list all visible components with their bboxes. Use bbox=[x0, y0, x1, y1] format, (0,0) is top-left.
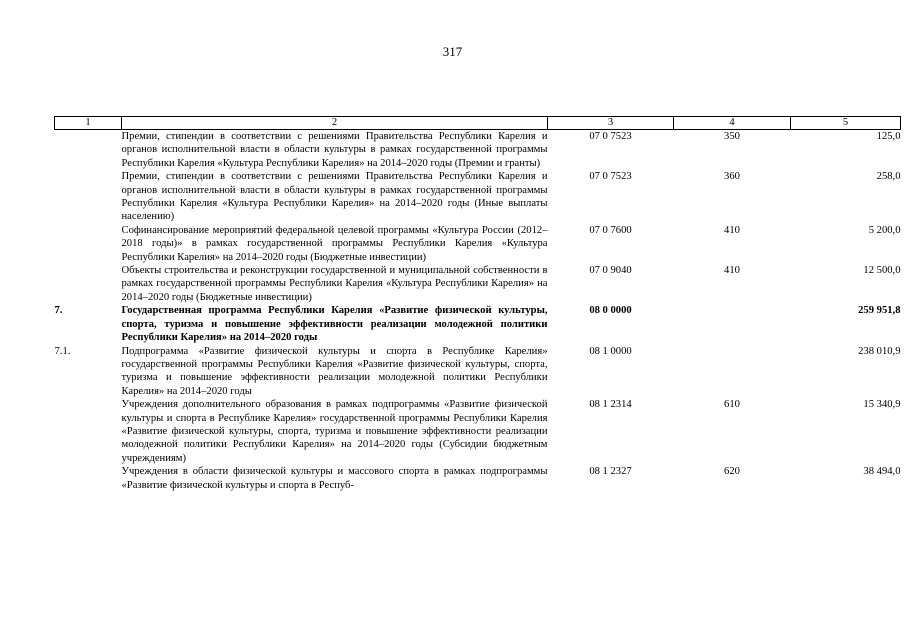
row-code: 08 0 0000 bbox=[589, 305, 632, 317]
column-header-5: 5 bbox=[791, 117, 901, 130]
row-expense-type: 410 bbox=[724, 224, 740, 236]
row-expense-type: 610 bbox=[724, 399, 740, 411]
row-code: 08 1 2314 bbox=[589, 399, 632, 411]
row-number bbox=[55, 465, 122, 492]
row-number bbox=[55, 170, 122, 224]
column-header-4: 4 bbox=[674, 117, 791, 130]
row-name: Софинансирование мероприятий федеральной целевой программы «Культура России (2012–2018 годы)» в рамках государственной программы Республики Карелия «Культура Республики Карелия» на 2014–2020 годы (Бюджетные инвестиции) bbox=[121, 224, 548, 263]
table-row-program bbox=[55, 304, 901, 344]
row-expense-type bbox=[674, 304, 791, 344]
table-row bbox=[55, 130, 901, 171]
table-row bbox=[55, 224, 901, 264]
row-number bbox=[55, 264, 122, 304]
row-name: Премии, стипендии в соответствии с решениями Правительства Республики Карелия и органов исполнительной власти в области культуры в рамках государственной программы Республики Карелия «Культура Республики Карелия» на 2014–2020 годы (Иные выплаты населению) bbox=[121, 171, 548, 223]
row-code: 08 1 2327 bbox=[589, 466, 632, 478]
row-amount: 15 340,9 bbox=[863, 399, 901, 411]
row-number bbox=[55, 398, 122, 465]
row-name: Учреждения дополнительного образования в рамках подпрограммы «Развитие физической культуры и спорта в Республике Карелия» государственной программы Республики Карелия «Развитие физической культуры, спорта, туризма и повышение эффективности реализации молодежной политики Республики Карелия» на 2014–2020 годы (Субсидии бюджетным учреждениям) bbox=[121, 399, 548, 464]
page-number: 317 bbox=[442, 44, 463, 59]
table-row bbox=[55, 398, 901, 465]
row-code: 07 0 7523 bbox=[589, 171, 632, 183]
row-code: 08 1 0000 bbox=[589, 345, 632, 357]
row-expense-type: 360 bbox=[724, 171, 740, 183]
table-row-subprogram bbox=[55, 345, 901, 399]
column-header-1: 1 bbox=[55, 117, 122, 130]
row-amount: 259 951,8 bbox=[858, 305, 901, 317]
row-name: Объекты строительства и реконструкции государственной и муниципальной собственности в рамках государственной программы Республики Карелия «Культура Республики Карелия» на 2014–2020 годы (Бюджетные инвестиции) bbox=[121, 265, 548, 303]
row-name: Премии, стипендии в соответствии с решениями Правительства Республики Карелия и органов исполнительной власти в области культуры в рамках государственной программы Республики Карелия «Культура Республики Карелия» на 2014–2020 годы (Премии и гранты) bbox=[121, 131, 548, 169]
row-expense-type: 350 bbox=[724, 131, 740, 142]
row-number bbox=[55, 224, 122, 264]
row-number: 7.1. bbox=[54, 345, 71, 357]
row-amount: 5 200,0 bbox=[868, 224, 901, 236]
row-amount: 125,0 bbox=[876, 131, 901, 142]
row-code: 07 0 7523 bbox=[589, 131, 632, 142]
row-code: 07 0 7600 bbox=[589, 224, 632, 236]
row-amount: 38 494,0 bbox=[863, 466, 901, 478]
row-code: 07 0 9040 bbox=[589, 265, 632, 277]
table-header-row bbox=[55, 117, 901, 130]
row-expense-type: 410 bbox=[724, 265, 740, 277]
row-name: Подпрограмма «Развитие физической культуры и спорта в Республике Карелия» государственной программы Республики Карелия «Развитие физической культуры, спорта, туризма и повышение эффективности реализации молодежной политики Республики Карелия» на 2014–2020 годы bbox=[121, 345, 548, 397]
column-header-3: 3 bbox=[548, 117, 674, 130]
row-amount: 258,0 bbox=[876, 171, 901, 183]
row-name: Государственная программа Республики Карелия «Развитие физической культуры, спорта, туризма и повышение эффективности реализации молодежной политики Республики Карелия» на 2014–2020 годы bbox=[121, 305, 548, 344]
row-number: 7. bbox=[54, 305, 63, 317]
column-header-2: 2 bbox=[122, 117, 548, 130]
row-number bbox=[55, 130, 122, 171]
row-expense-type: 620 bbox=[724, 466, 740, 478]
table-row bbox=[55, 465, 901, 492]
table-row bbox=[55, 264, 901, 304]
table-row bbox=[55, 170, 901, 224]
row-amount: 12 500,0 bbox=[863, 265, 901, 277]
row-expense-type bbox=[674, 345, 791, 399]
budget-table bbox=[54, 116, 901, 492]
row-amount: 238 010,9 bbox=[858, 345, 901, 357]
row-name: Учреждения в области физической культуры и массового спорта в рамках подпрограммы «Развитие физической культуры и спорта в Респуб- bbox=[121, 466, 548, 491]
